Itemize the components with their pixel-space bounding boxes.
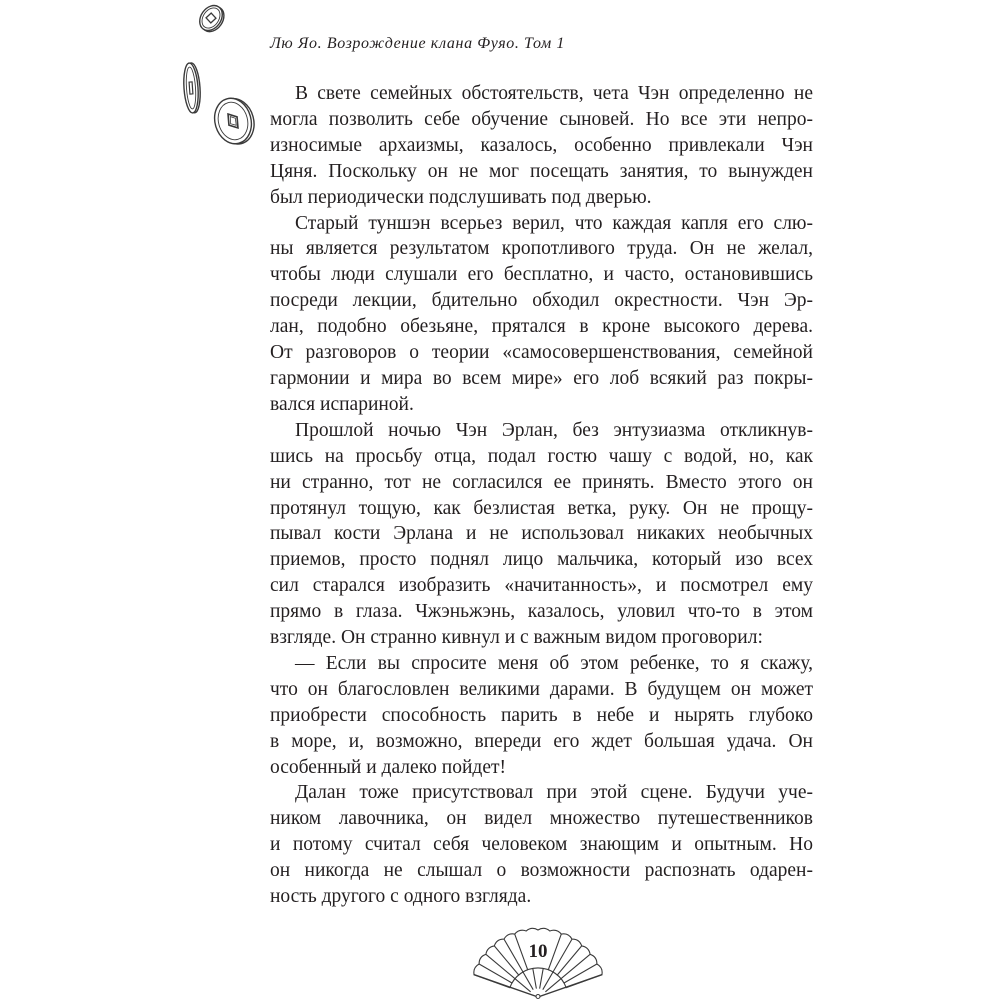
text-line: был периодически подслушивать под дверью. [270,186,652,208]
text-line: особенный и далеко пойдет! [270,756,507,778]
text-line: ни странно, тот не согласился ее принять. Вместо этого он [270,471,813,493]
text-line: Цяня. Поскольку он не мог посещать занятия, то вынужден [270,160,813,182]
text-line: сил старался изобразить «начитанность», и посмотрел ему [270,575,813,597]
text-line: протянул тощую, как безлистая ветка, руку. Он не прощу- [270,497,813,519]
text-line: прямо в глаза. Чжэньжэнь, казалось, уловил что-то в этом [270,601,813,623]
coin-icon [210,93,259,148]
text-line: ность другого с одного взгляда. [270,886,532,908]
text-line: приобрести способность парить в небе и нырять глубоко [270,704,813,726]
text-line: В свете семейных обстоятельств, чета Чэн определенно не [295,83,813,104]
coin-icon [195,1,229,36]
running-header: Лю Яо. Возрождение клана Фуяо. Том 1 [270,35,565,52]
text-line: приемов, просто поднял лицо мальчика, который изо всех [270,549,813,571]
text-line: износимые архаизмы, казалось, особенно привлекали Чэн [270,134,813,156]
text-line: — Если вы спросите меня об этом ребенке, то я скажу, [295,652,813,674]
text-line: Прошлой ночью Чэн Эрлан, без энтузиазма откликнув- [295,419,813,441]
text-line: ны является результатом кропотливого труда. Он не желал, [270,238,813,260]
text-line: в море, и, возможно, впереди его ждет большая удача. Он [270,730,813,752]
text-line: ником лавочника, он видел множество путешественников [270,808,813,830]
coin-icon [182,62,201,113]
paragraph [270,211,813,418]
paragraph [270,651,813,781]
text-line: взгляде. Он странно кивнул и с важным видом проговорил: [270,627,763,649]
text-line: Старый туншэн всерьез верил, что каждая капля его слю- [295,212,813,234]
coins-decoration [170,0,270,160]
text-line: От разговоров о теории «самосовершенствования, семейной [270,342,813,364]
paragraph [270,81,813,211]
text-line: и потому считал себя человеком знающим и опытным. Но [270,834,813,856]
page-number: 10 [528,941,548,962]
text-line: гармонии и мира во всем мире» его лоб всякий раз покры- [270,367,813,389]
body-text [270,81,813,910]
text-line: могла позволить себе обучение сыновей. Но все эти непро- [270,108,813,130]
text-line: чтобы люди слушали его бесплатно, и часто, остановившись [270,264,813,286]
text-line: Далан тоже присутствовал при этой сцене. Будучи уче- [295,782,813,804]
paragraph [270,418,813,651]
text-line: пывал кости Эрлана и не использовал никаких необычных [270,523,813,545]
text-line: лан, подобно обезьяне, прятался в кроне высокого дерева. [270,316,813,338]
text-line: вался испариной. [270,393,414,415]
paragraph [270,780,813,910]
text-line: он никогда не слышал о возможности распознать одарен- [270,860,813,882]
text-line: посреди лекции, бдительно обходил окрестности. Чэн Эр- [270,290,813,312]
text-line: шись на просьбу отца, подал гостю чашу с водой, но, как [270,445,813,467]
text-line: что он благословлен великими дарами. В будущем он может [270,678,813,700]
